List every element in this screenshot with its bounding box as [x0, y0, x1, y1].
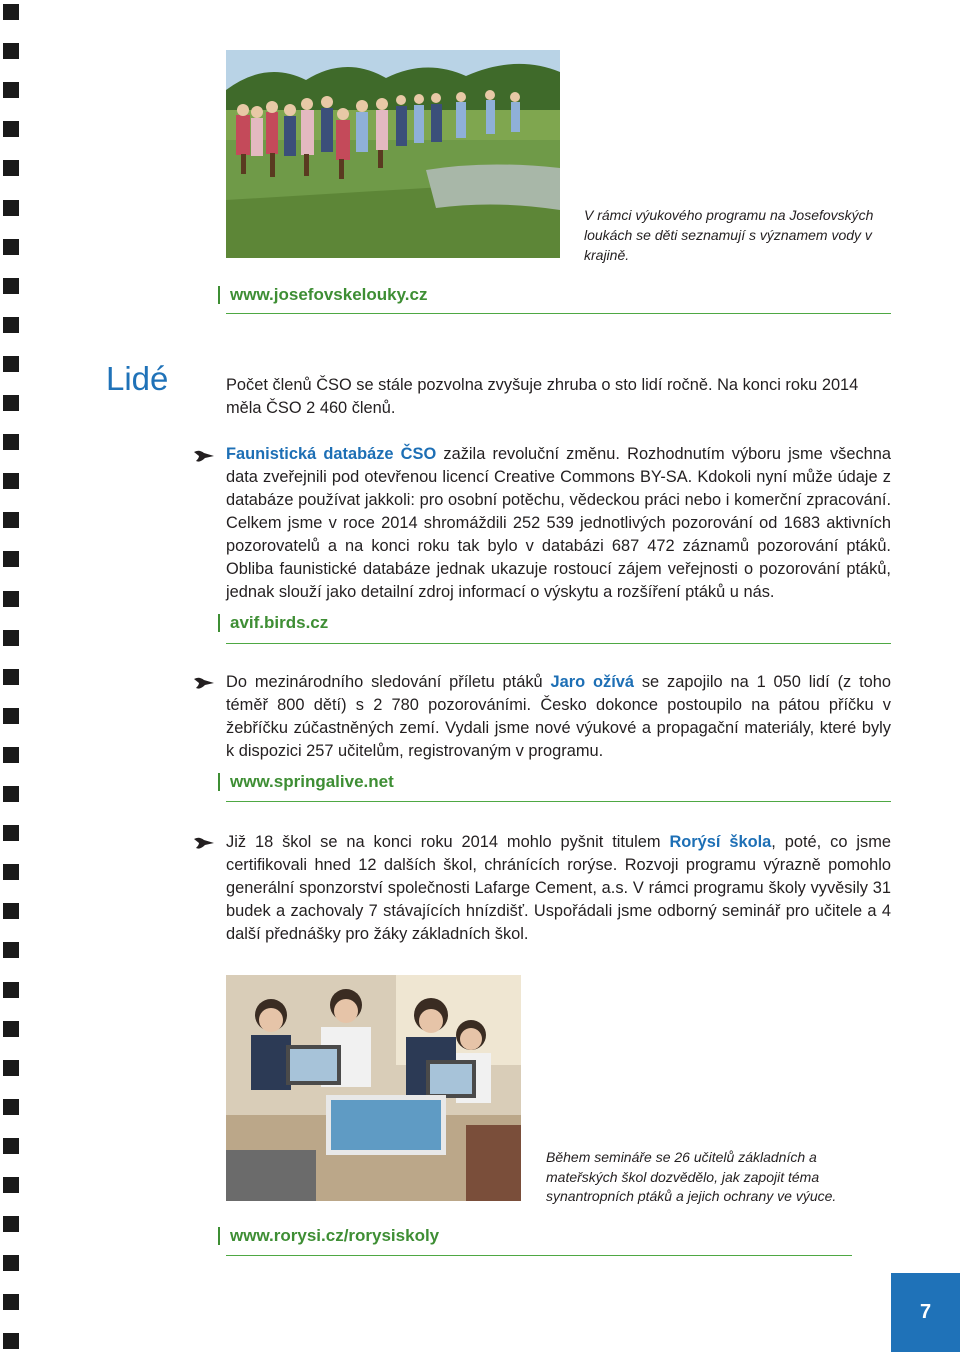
rorysi-text-before: Již 18 škol se na konci roku 2014 mohlo pyšnit titulem — [226, 833, 670, 851]
margin-square — [3, 1333, 19, 1349]
link-rorysi[interactable]: www.rorysi.cz/rorysiskoly — [218, 1227, 439, 1245]
margin-square — [3, 317, 19, 333]
margin-square — [3, 1255, 19, 1271]
rorysi-highlight: Rorýsí škola — [669, 833, 772, 851]
link-springalive[interactable]: www.springalive.net — [218, 773, 394, 791]
margin-square — [3, 239, 19, 255]
bird-bullet-icon — [193, 676, 215, 690]
margin-square — [3, 864, 19, 880]
margin-square — [3, 942, 19, 958]
margin-square — [3, 278, 19, 294]
margin-square — [3, 630, 19, 646]
margin-square — [3, 473, 19, 489]
margin-square — [3, 434, 19, 450]
photo-children-wetland — [226, 50, 560, 258]
margin-square — [3, 1294, 19, 1310]
margin-square — [3, 160, 19, 176]
faunistic-paragraph — [226, 443, 891, 604]
link-josefovskelouky[interactable]: www.josefovskelouky.cz — [218, 286, 427, 304]
margin-square — [3, 82, 19, 98]
margin-square — [3, 200, 19, 216]
divider — [226, 1255, 852, 1256]
rorysi-text-after: , poté, co jsme certifikovali hned 12 dalších škol, chránících rorýse. Rozvoji programu výrazně pomohlo generální sponzorství společnosti Lafarge Cement, a.s. V rámci programu školy vyvěsily 31 budek a zachovaly 7 stávajících hnízdišť. Uspořádali jsme odborný seminář pro učitele a 4 další přednášky pro žáky základních škol. — [226, 833, 891, 943]
margin-square — [3, 121, 19, 137]
margin-square — [3, 551, 19, 567]
margin-square — [3, 825, 19, 841]
margin-square — [3, 1021, 19, 1037]
springalive-highlight: Jaro ožívá — [550, 673, 634, 691]
springalive-text-after: se zapojilo na 1 050 lidí (z toho téměř 800 dětí) s 2 780 pozorováními. Česko dokonce postoupilo na pátou příčku v žebříčku zúčastněných zemí. Vydali jsme nové výukové a propagační materiály, které byly k dispozici 257 učitelům, registrovaným v programu. — [226, 673, 891, 760]
margin-square — [3, 512, 19, 528]
rorysi-paragraph — [226, 831, 891, 946]
margin-square — [3, 1216, 19, 1232]
photo-teacher-seminar — [226, 975, 521, 1201]
bottom-photo-caption: Během semináře se 26 učitelů základních a mateřských škol dozvědělo, jak zapojit téma synantropních ptáků a jejich ochrany ve výuce. — [546, 1149, 837, 1204]
faunistic-text: zažila revoluční změnu. Rozhodnutím výboru jsme všechna data zveřejnili pod otevřenou licencí Creative Commons BY-SA. Kdokoli nyní může údaje z databáze používat jakkoli: pro osobní potěchu, vědeckou práci nebo i komerční zpracování. Celkem jsme v roce 2014 shromáždili 252 539 jednotlivých pozorování od 1683 aktivních pozorovatelů a na konci roku tak bylo v databázi 687 472 záznamů pozorování ptáků. Obliba faunistické databáze jednak ukazuje rostoucí zájem veřejnosti o pozorování ptáků, jednak slouží jako detailní zdroj informací o výskytu a rozšíření ptáků u nás. — [226, 445, 891, 601]
margin-square — [3, 395, 19, 411]
margin-square — [3, 1177, 19, 1193]
page-number: 7 — [891, 1273, 960, 1352]
divider — [226, 313, 891, 314]
link-avif[interactable]: avif.birds.cz — [218, 614, 328, 632]
springalive-text-before: Do mezinárodního sledování příletu ptáků — [226, 673, 551, 691]
margin-square — [3, 747, 19, 763]
margin-square — [3, 4, 19, 20]
section-title: Lidé — [106, 360, 169, 397]
divider — [226, 801, 891, 802]
margin-square — [3, 356, 19, 372]
margin-square — [3, 786, 19, 802]
bird-bullet-icon — [193, 836, 215, 850]
top-photo-caption: V rámci výukového programu na Josefovských loukách se děti seznamují s významem vody v krajině. — [584, 207, 874, 263]
faunistic-title: Faunistická databáze ČSO — [226, 445, 437, 463]
margin-square — [3, 591, 19, 607]
divider — [226, 643, 891, 644]
margin-square — [3, 1099, 19, 1115]
springalive-paragraph — [226, 671, 891, 763]
margin-square — [3, 1138, 19, 1154]
margin-square — [3, 43, 19, 59]
margin-square — [3, 708, 19, 724]
margin-square — [3, 1060, 19, 1076]
margin-square — [3, 903, 19, 919]
intro-paragraph: Počet členů ČSO se stále pozvolna zvyšuje zhruba o sto lidí ročně. Na konci roku 2014 měla ČSO 2 460 členů. — [226, 376, 859, 417]
margin-square — [3, 982, 19, 998]
margin-square — [3, 669, 19, 685]
bird-bullet-icon — [193, 449, 215, 463]
